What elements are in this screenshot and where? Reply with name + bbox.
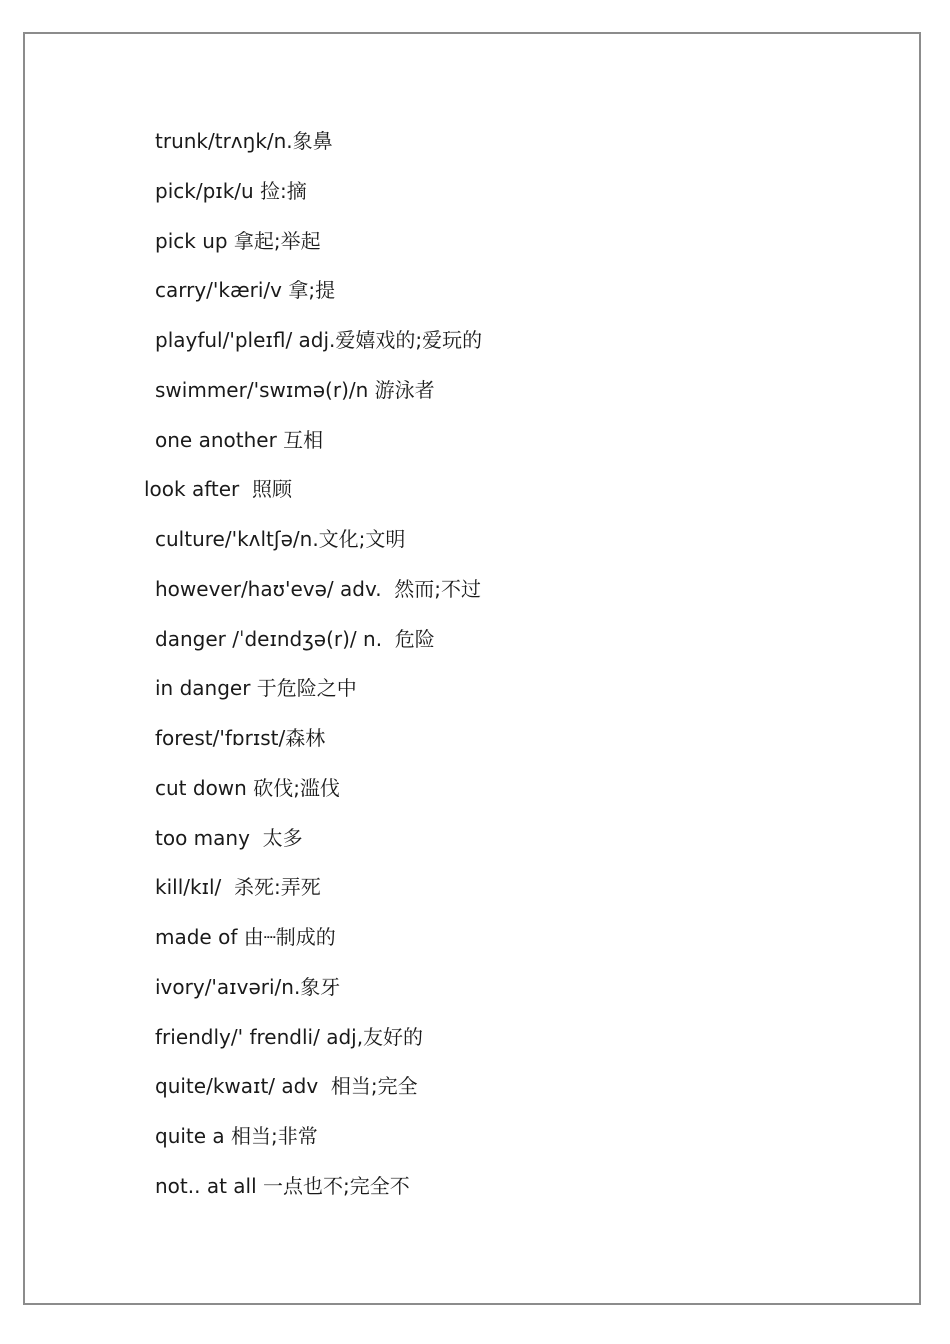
vocab-line-not-at-all: not.. at all 一点也不;完全不 [155,1174,410,1198]
vocab-line-trunk: trunk/trʌŋk/n.象鼻 [155,129,333,153]
vocab-line-danger: danger /ˈdeɪndʒə(r)/ n. 危险 [155,627,435,651]
vocab-line-one-another: one another 互相 [155,428,324,452]
vocab-line-forest: forest/'fɒrɪst/森林 [155,726,326,750]
vocab-line-culture: culture/'kʌltʃə/n.文化;文明 [155,527,406,551]
vocab-line-too-many: too many 太多 [155,826,303,850]
vocab-line-quite: quite/kwaɪt/ adv 相当;完全 [155,1074,418,1098]
vocabulary-list [25,34,919,1303]
vocab-line-friendly: friendly/' frendli/ adj,友好的 [155,1025,424,1049]
vocab-line-carry: carry/'kæri/v 拿;提 [155,278,336,302]
vocab-line-quite-a: quite a 相当;非常 [155,1124,318,1148]
vocab-line-made-of: made of 由┈制成的 [155,925,336,949]
vocab-line-pick: pick/pɪk/u 捡:摘 [155,179,307,203]
vocab-line-swimmer: swimmer/'swɪmə(r)/n 游泳者 [155,378,435,402]
vocab-line-kill: kill/kɪl/ 杀死:弄死 [155,875,321,899]
vocab-line-cut-down: cut down 砍伐;滥伐 [155,776,340,800]
vocab-line-in-danger: in danger 于危险之中 [155,676,357,700]
vocab-line-however: however/haʊ'evə/ adv. 然而;不过 [155,577,482,601]
vocab-line-look-after: look after 照顾 [144,477,292,501]
vocab-line-playful: playful/'pleɪfl/ adj.爱嬉戏的;爱玩的 [155,328,483,352]
document-page [23,32,921,1305]
vocab-line-pick-up: pick up 拿起;举起 [155,229,321,253]
vocab-line-ivory: ivory/'aɪvəri/n.象牙 [155,975,341,999]
